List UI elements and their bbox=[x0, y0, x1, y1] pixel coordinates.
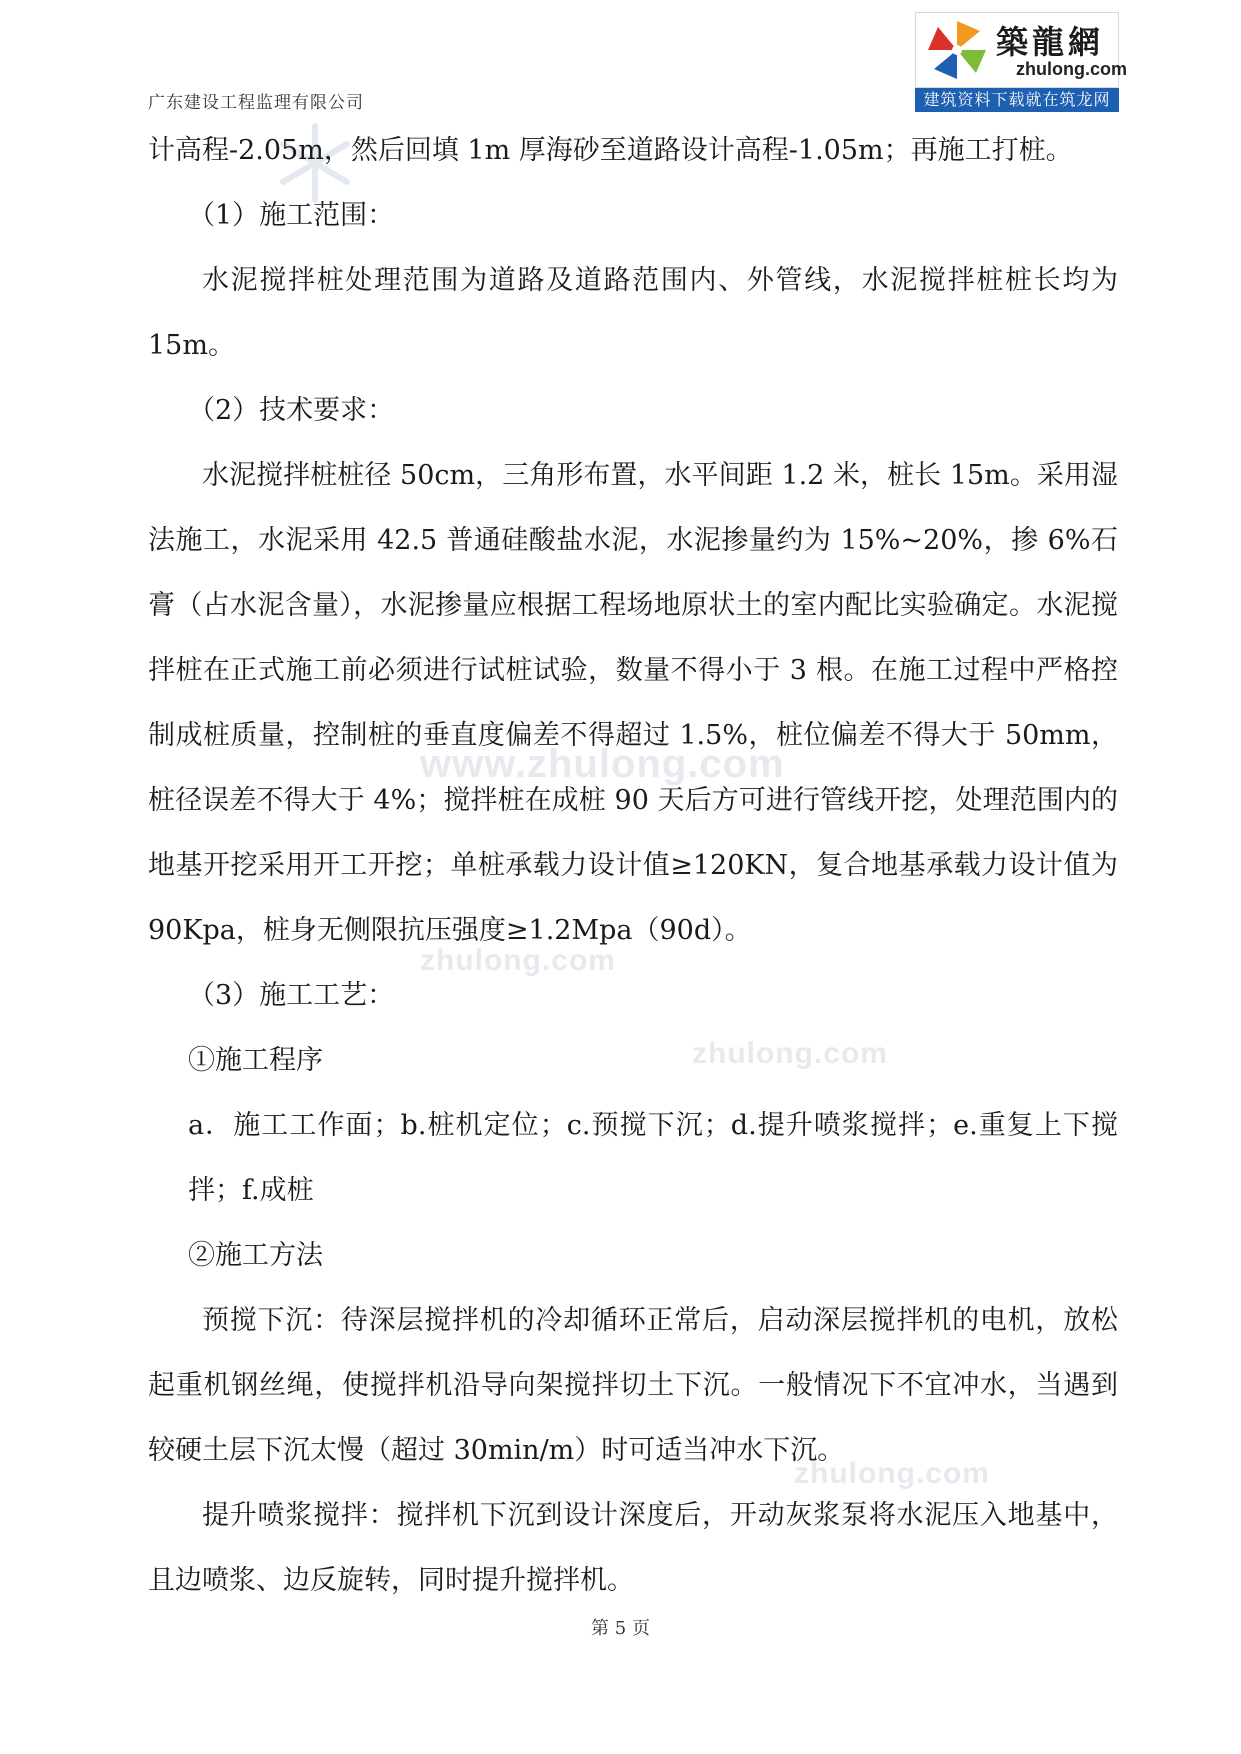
watermark-domain: zhulong.com bbox=[692, 1037, 888, 1070]
page-number: 第 5 页 bbox=[591, 1618, 650, 1639]
paragraph-technical-requirements: 水泥搅拌桩桩径 50cm，三角形布置，水平间距 1.2 米，桩长 15m。采用湿法施工，水泥采用 42.5 普通硅酸盐水泥，水泥掺量约为 15%~20%，掺 6%石膏（占水泥含量），水泥掺量应根据工程场地原状土的室内配比实验确定。水泥搅拌桩在正式施工前必须进行试桩试验，数量不得小于 3 根。在施工过程中严格控制成桩质量，控制桩的垂直度偏差不得超过 1.5%，桩位偏差不得大于 50mm，桩径误差不得大于 4%；搅拌桩在成桩 90 天后方可进行管线开挖，处理范围内的地基开挖采用开工开挖；单桩承载力设计值≥120KN，复合地基承载力设计值为 90Kpa，桩身无侧限抗压强度≥1.2Mpa（90d）。 bbox=[148, 460, 1118, 946]
pinwheel-logo-icon bbox=[922, 17, 992, 83]
subheading-procedure: ①施工程序 bbox=[188, 1045, 323, 1076]
logo-domain: zhulong.com bbox=[1016, 59, 1127, 79]
paragraph-lift-grout-mixing: 提升喷浆搅拌：搅拌机下沉到设计深度后，开动灰浆泵将水泥压入地基中，且边喷浆、边反旋转，同时提升搅拌机。 bbox=[148, 1500, 1118, 1596]
section-heading-technical-requirements: （2）技术要求： bbox=[188, 395, 395, 426]
document-body bbox=[148, 118, 1118, 1613]
watermark-url: www.zhulong.com bbox=[420, 742, 785, 786]
section-heading-scope: （1）施工范围： bbox=[188, 200, 395, 231]
logo-slogan: 建筑资料下载就在筑龙网 bbox=[915, 88, 1119, 112]
subheading-method: ②施工方法 bbox=[188, 1240, 323, 1271]
company-name: 广东建设工程监理有限公司 bbox=[148, 93, 364, 113]
paragraph-procedure-steps: a．施工工作面；b.桩机定位；c.预搅下沉；d.提升喷浆搅拌；e.重复上下搅拌；f.成桩 bbox=[188, 1110, 1118, 1206]
logo-name: 築龍網 bbox=[996, 23, 1105, 61]
watermark-domain: zhulong.com bbox=[794, 1457, 990, 1490]
logo-box bbox=[915, 12, 1127, 88]
paragraph-pre-mix-sinking: 预搅下沉：待深层搅拌机的冷却循环正常后，启动深层搅拌机的电机，放松起重机钢丝绳，使搅拌机沿导向架搅拌切土下沉。一般情况下不宜冲水，当遇到较硬土层下沉太慢（超过 30min/m）时可适当冲水下沉。 bbox=[148, 1305, 1118, 1466]
zhulong-logo bbox=[915, 12, 1127, 112]
paragraph-continuation: 计高程-2.05m，然后回填 1m 厚海砂至道路设计高程-1.05m；再施工打桩。 bbox=[148, 135, 1073, 166]
watermark-domain: zhulong.com bbox=[420, 944, 616, 977]
section-heading-process: （3）施工工艺： bbox=[188, 980, 395, 1011]
paragraph-scope: 水泥搅拌桩处理范围为道路及道路范围内、外管线，水泥搅拌桩桩长均为15m。 bbox=[148, 265, 1118, 361]
